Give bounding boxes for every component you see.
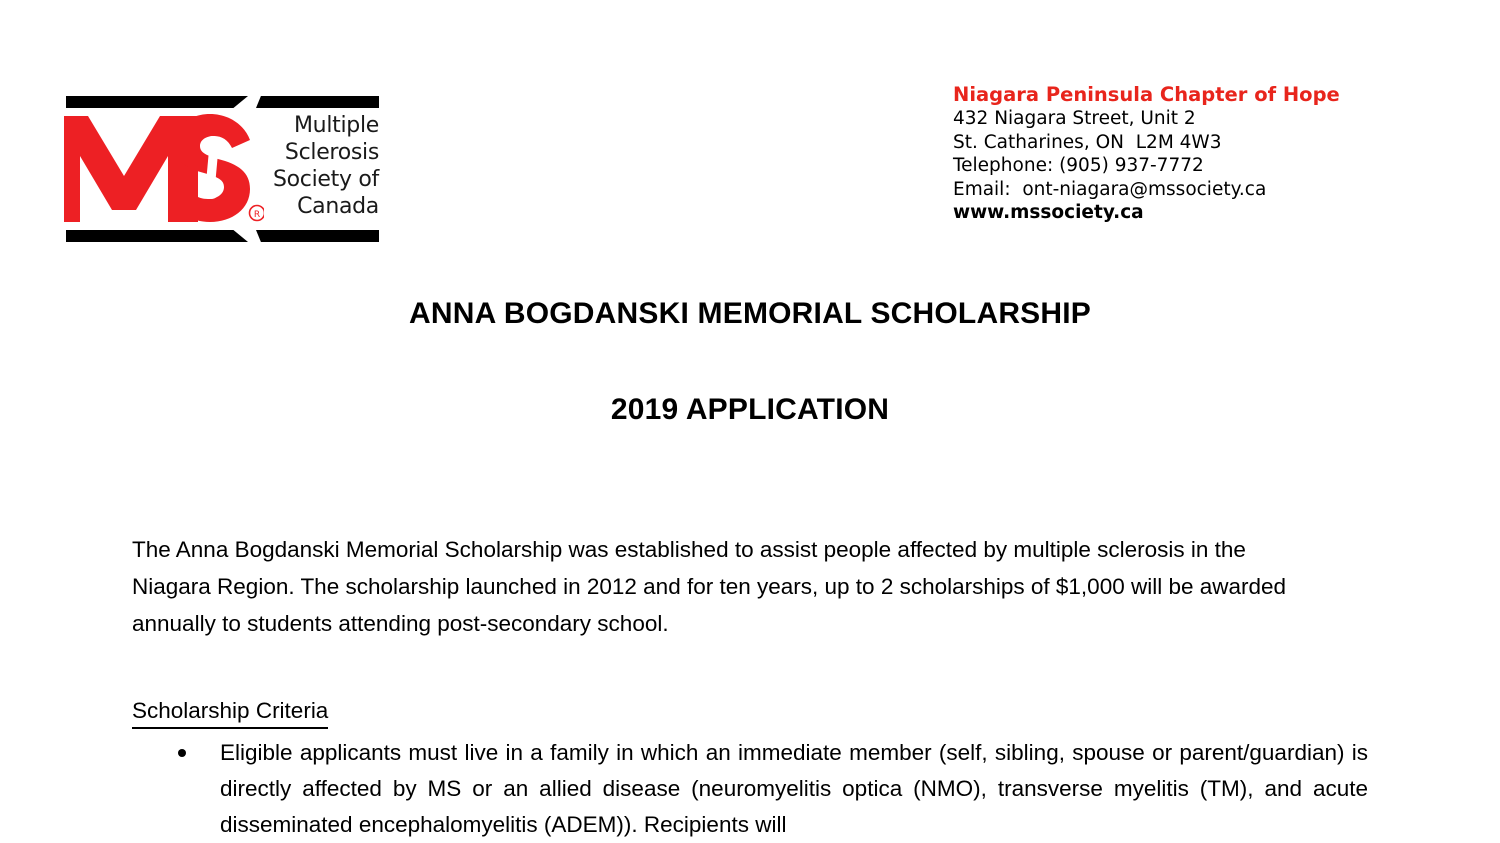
wordmark-line-2: Sclerosis xyxy=(284,140,379,165)
document-body xyxy=(132,508,1372,843)
document-header xyxy=(0,0,1500,270)
ms-society-wordmark xyxy=(263,112,379,220)
address-line-2: St. Catharines, ON L2M 4W3 xyxy=(953,131,1222,153)
logo-bottom-bar-right-segment xyxy=(256,230,379,242)
email-line: Email: ont-niagara@mssociety.ca xyxy=(953,178,1267,200)
chapter-name: Niagara Peninsula Chapter of Hope xyxy=(953,83,1340,106)
page-subtitle: 2019 APPLICATION xyxy=(610,393,890,426)
address-line-1: 432 Niagara Street, Unit 2 xyxy=(953,108,1196,129)
criteria-list xyxy=(132,735,1372,843)
bullet-dot-icon xyxy=(178,749,186,757)
logo-top-bar xyxy=(66,96,379,108)
chapter-contact-block xyxy=(953,82,1423,225)
logo-bottom-bar xyxy=(66,230,379,242)
wordmark-line-1: Multiple xyxy=(294,113,379,138)
intro-paragraph: The Anna Bogdanski Memorial Scholarship was established to assist people affected by multiple sclerosis in the Niagara Region. The scholarship launched in 2012 and for ten years, up to 2 scholarships of $1,000 will be awarded annually to students attending post-secondary school. xyxy=(132,536,1287,636)
list-item xyxy=(132,735,1368,843)
ms-monogram-icon xyxy=(64,110,264,228)
wordmark-line-4: Canada xyxy=(297,194,379,219)
svg-text:R: R xyxy=(253,210,261,220)
ms-society-logo xyxy=(66,96,379,242)
logo-bottom-bar-left-segment xyxy=(66,230,248,242)
page-title: ANNA BOGDANSKI MEMORIAL SCHOLARSHIP xyxy=(408,297,1091,330)
criteria-section-heading: Scholarship Criteria xyxy=(132,696,328,729)
logo-top-bar-right-segment xyxy=(256,96,379,108)
logo-top-bar-left-segment xyxy=(66,96,248,108)
list-item-text: Eligible applicants must live in a family in which an immediate member (self, sibling, spouse or parent/guardian) is directly affected by MS or an allied disease (neuromyelitis optica (NMO), transverse myelitis (TM), and acute disseminated encephalomyelitis (ADEM)). Recipients will xyxy=(220,740,1368,837)
telephone-line: Telephone: (905) 937-7772 xyxy=(953,155,1204,176)
website-line: www.mssociety.ca xyxy=(953,202,1144,223)
wordmark-line-3: Society of xyxy=(272,167,379,192)
